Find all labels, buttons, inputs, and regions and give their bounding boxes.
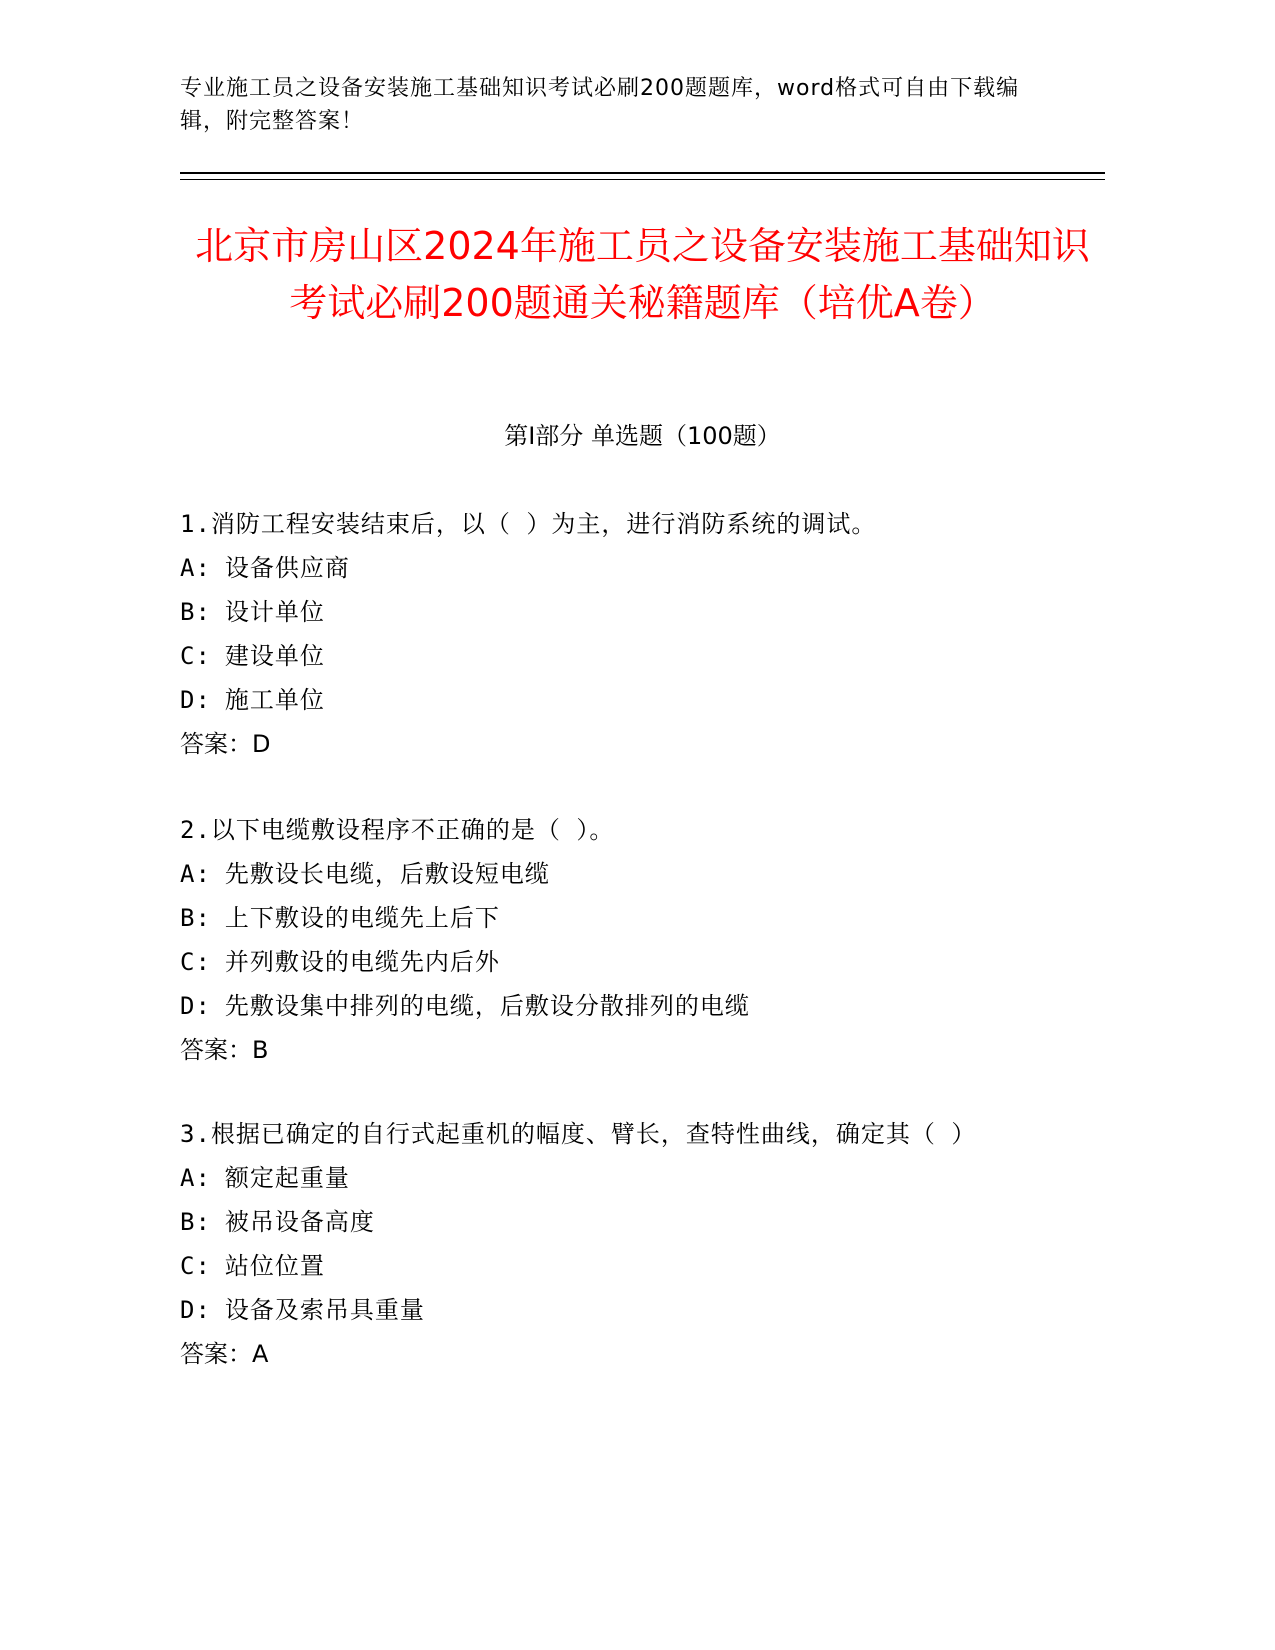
question-stem: 3.根据已确定的自行式起重机的幅度、臂长，查特性曲线，确定其（ ） bbox=[180, 1120, 977, 1148]
option-text: 被吊设备高度 bbox=[224, 1208, 375, 1236]
question-stem: 1.消防工程安装结束后，以（ ）为主，进行消防系统的调试。 bbox=[180, 510, 877, 538]
option-key: B: bbox=[180, 904, 211, 932]
answer-line bbox=[180, 1332, 1020, 1376]
option-key: A: bbox=[180, 554, 211, 582]
question-stem: 2.以下电缆敷设程序不正确的是（ ）。 bbox=[180, 816, 615, 844]
option-key: A: bbox=[180, 860, 211, 888]
option-text: 站位位置 bbox=[224, 1252, 325, 1280]
answer-value: D bbox=[252, 730, 271, 758]
option-b bbox=[180, 1200, 1020, 1244]
header-divider-thick bbox=[180, 172, 1105, 174]
header-divider-thin bbox=[180, 179, 1105, 180]
option-d bbox=[180, 984, 1105, 1028]
option-text: 并列敷设的电缆先内后外 bbox=[224, 948, 500, 976]
option-text: 设备供应商 bbox=[224, 554, 350, 582]
question-3 bbox=[180, 1112, 1020, 1376]
answer-label: 答案： bbox=[180, 1036, 252, 1064]
option-text: 先敷设长电缆，后敷设短电缆 bbox=[224, 860, 550, 888]
option-b bbox=[180, 896, 1105, 940]
option-key: C: bbox=[180, 1252, 211, 1280]
option-key: A: bbox=[180, 1164, 211, 1192]
option-text: 设备及索吊具重量 bbox=[224, 1296, 425, 1324]
option-c bbox=[180, 1244, 1020, 1288]
answer-label: 答案： bbox=[180, 1340, 252, 1368]
option-b bbox=[180, 590, 1105, 634]
option-text: 施工单位 bbox=[224, 686, 325, 714]
document-title: 北京市房山区2024年施工员之设备安装施工基础知识考试必刷200题通关秘籍题库（培优A卷） bbox=[195, 224, 1090, 325]
option-a bbox=[180, 546, 1105, 590]
answer-label: 答案： bbox=[180, 730, 252, 758]
option-key: D: bbox=[180, 1296, 211, 1324]
question-2 bbox=[180, 808, 1105, 1072]
option-c bbox=[180, 940, 1105, 984]
option-text: 额定起重量 bbox=[224, 1164, 350, 1192]
option-a bbox=[180, 1156, 1020, 1200]
header-note: 专业施工员之设备安装施工基础知识考试必刷200题题库，word格式可自由下载编辑，附完整答案！ bbox=[180, 76, 1020, 134]
option-key: B: bbox=[180, 598, 211, 626]
section-title: 第I部分 单选题（100题） bbox=[504, 422, 781, 450]
option-key: B: bbox=[180, 1208, 211, 1236]
option-a bbox=[180, 852, 1105, 896]
option-text: 上下敷设的电缆先上后下 bbox=[224, 904, 500, 932]
answer-line bbox=[180, 722, 1105, 766]
option-key: D: bbox=[180, 686, 211, 714]
option-d bbox=[180, 678, 1105, 722]
answer-value: B bbox=[252, 1036, 269, 1064]
option-key: C: bbox=[180, 948, 211, 976]
option-text: 设计单位 bbox=[224, 598, 325, 626]
option-d bbox=[180, 1288, 1020, 1332]
option-key: C: bbox=[180, 642, 211, 670]
option-c bbox=[180, 634, 1105, 678]
option-text: 先敷设集中排列的电缆，后敷设分散排列的电缆 bbox=[224, 992, 750, 1020]
answer-line bbox=[180, 1028, 1105, 1072]
option-key: D: bbox=[180, 992, 211, 1020]
question-1 bbox=[180, 502, 1105, 766]
option-text: 建设单位 bbox=[224, 642, 325, 670]
answer-value: A bbox=[252, 1340, 269, 1368]
